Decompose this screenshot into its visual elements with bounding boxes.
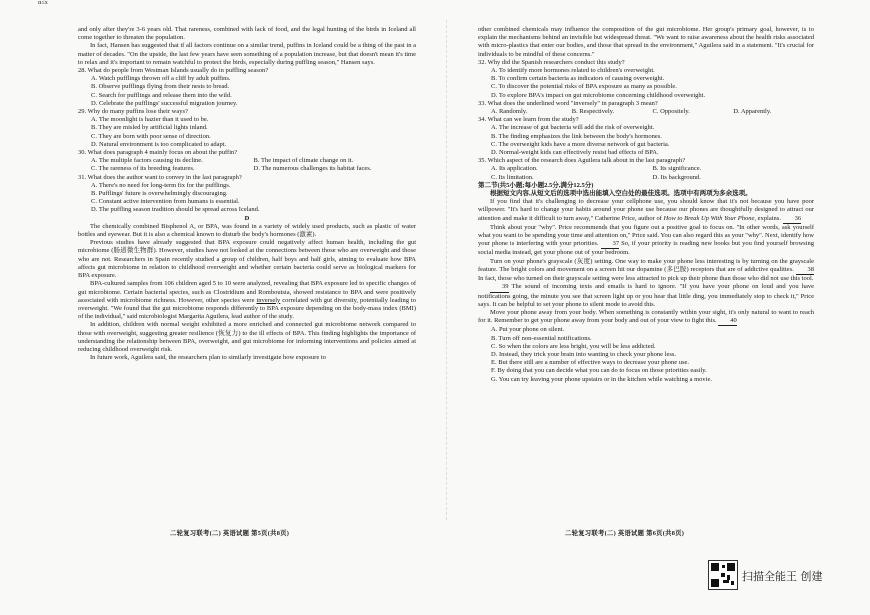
column-divider [446,20,447,520]
text: The sound of incoming texts and emails is hard to ignore. "If you have your phone on loud and you have notifications going, the minute you see that screen light up or you hear that little ding, you immediately stop to check it," Price says. It can be helpful to set your phone to silent mode to avoid this. [478,283,814,308]
cloze-option: B. Turn off non-essential notifications. [491,334,592,342]
text: Think about your "why". Price recommends that you figure out a positive goal to focus on. "In other words, ask yourself what you want to be spending your time and attention on," Price said. You can also regard this as your "why". Next, identify how your phone is interfering with your priorities. [478,223,814,248]
option-row [91,157,416,165]
paragraph: In addition, children with normal weight exhibited a more enriched and connected gut microbiome network compared to those with overweight, suggesting greater resilience (恢复力) to the ill effects of BPA. This finding highlights the importance of understanding the relationship between BPA, overweight, and gut microbiome for informing interventions and policies aimed at reducing childhood overweight risk. [78,321,416,353]
cloze-option: A. Put your phone on silent. [491,326,565,334]
option-row [491,108,814,116]
option: B. The finding emphasizes the link between the body's hormones. [491,132,662,140]
paragraph: other combined chemicals may influence the composition of the gut microbiome. Her group's primary goal, however, is to explain the mechanisms behind an invisible but widespread threat. "We want to raise awareness about the health risks associated with micro-plastics that enter our bodies, and those that spread in the environment," Aguilera said in a statement. "It's crucial for individuals to be mindful of these concerns." [478,26,814,58]
option: A. The moonlight is hazier than it used to be. [91,116,209,124]
footer-page-5: 二轮复习联考(二) 英语试题 第5页(共8页) [170,530,290,537]
text: correlated with gut diversity, potentially leading to overweight. "We found that the gut microbiome responds differently to BPA exposure depending on the body-mass index (BMI) of the individual," said microbiologist Margarita Aguilera, lead author of the study. [78,296,417,321]
paragraph: In fact, Hansen has suggested that if all factors continue on a similar trend, puffins in Iceland could be a thing of the past in a matter of decades. "On the upside, the last few years have seen something of a population increase, but that doesn't mean it's time to relax and it's important to remain watchful to protect the birds, especially during puffling season," Hansen says. [78,42,416,66]
option: B. To confirm certain bacteria as indicators of causing overweight. [491,75,665,83]
text: Move your phone away from your body. When something is constantly within your sight, it's only natural to want to reach for it. Remember to get your phone away from your body and out of your view to fight this. [478,308,814,325]
scanner-brand-label: 扫描全能王 创建 [742,570,823,583]
blank-37: 37 [601,240,620,249]
underlined-word: inversely [256,296,281,304]
right-column [478,26,814,384]
question-30: 30. What does paragraph 4 mainly focus on about the puffin? [78,149,238,157]
cloze-option: F. By doing that you can decide what you can do to focus on those priorities easily. [491,367,707,375]
paragraph [478,258,814,284]
passage-d-label: D [244,214,250,222]
option: C. To discover the potential risks of BPA exposure as many as possible. [491,83,677,91]
option: A. The multiple factors causing its decline. [91,157,203,165]
paragraph: In future work, Aguilera said, the researchers plan to similarly investigate how exposure to [90,354,326,362]
text: If you find that it's challenging to decrease your cellphone use, you should know that it's not because you have poor willpower. "It's hard to change your habits around your phone use because our phones are thoughtfully designed to attract our attention and make it difficult to turn away," Catherine Price, author of [478,198,814,222]
option: A. Its application. [491,165,538,173]
option: C. The overweight kids have a more diverse network of gut bacteria. [491,140,670,148]
left-column [78,26,416,362]
text: BPA-cultured samples from 106 children aged 5 to 10 were analyzed, revealing that BPA exposure led to specific changes of gut microbiome. Certain bacterial species, such as Clostridium and Romboutsia, showed resistance to BPA and were positively associated with microbiome richness. However, other species were [78,280,416,304]
option: D. Natural environment is too complicated to adapt. [91,140,227,148]
paragraph: and only after they're 3-6 years old. That rareness, combined with lack of food, and the legal hunting of the birds in Iceland all come together to threaten the population. [78,26,416,42]
blank-39: 39 [490,283,509,292]
option: C. Its limitation. [491,173,534,181]
question-29: 29. Why do many puffins lose their ways? [78,108,188,116]
option-row [491,165,814,173]
text: , explains. [754,214,783,222]
blank-36: 36 [783,215,802,224]
option: C. The rareness of its breeding features. [91,165,195,173]
paragraph: The chemically combined Bisphenol A, or BPA, was found in a variety of widely used products, such as plastic of water bottles and eyewear. But it is also a chemical known to disturb the body's hormones (激素). [78,222,416,239]
option: D. The puffling season tradition should be spread across Iceland. [91,206,260,214]
paragraph [478,224,814,258]
option: B. Its significance. [652,165,702,173]
blank-40: 40 [718,317,737,326]
paragraph [78,280,416,321]
option: B. The impact of climate change on it. [253,157,354,165]
text: So, if your priority is reading new books but you find yourself browsing social media instead, get your phone out of your bedroom. [478,240,814,257]
option: A. Watch pufflings thrown off a cliff by adult puffins. [91,75,231,83]
book-title: How to Break Up With Your Phone [663,214,755,222]
option: D. Its background. [652,173,701,181]
corner-mark: ɑ≤x [38,0,48,6]
option: A. To identify more hormones related to children's overweight. [491,67,655,75]
option: B. Respectively. [571,108,615,116]
option: C. Oppositely. [652,108,690,116]
question-28: 28. What do people from Westman Islands usually do in puffling season? [78,67,269,75]
option: C. They are born with poor sense of direction. [91,132,211,140]
option: B. Pufflings' future is overwhelmingly discouraging. [91,190,228,198]
footer-page-6: 二轮复习联考(二) 英语试题 第6页(共8页) [565,530,685,537]
question-31: 31. What does the author want to convey in the last paragraph? [78,173,242,181]
question-35: 35. Which aspect of the research does Aguilera talk about in the last paragraph? [478,157,686,165]
cloze-option: C. So when the colors are less bright, you will be less addicted. [491,342,656,350]
option: B. Observe pufflings flying from their nests to bread. [91,83,230,91]
blank-38: 38 [796,266,815,275]
cloze-option: D. Instead, they trick your brain into wanting to check your phone less. [491,350,677,358]
option: C. Constant active intervention from humans is essential. [91,198,240,206]
option: A. There's no need for long-term fix for the pufflings. [91,181,231,189]
option: D. Normal-weight kids can effectively resist bad effects of BPA. [491,149,659,157]
text: In fact, those who turned on their grayscale setting were less attracted to pick up their phone than those who did not use this tool. [478,275,814,283]
option: D. To explore BPA's impact on gut microbiome concerning childhood overweight. [491,91,706,99]
cloze-option: E. But there still are a number of effective ways to decrease your phone use. [491,359,690,367]
option: C. Search for pufflings and release them into the wild. [91,91,232,99]
section-instructions: 根据短文内容,从短文后的选项中选出能填入空白处的最佳选项。选项中有两项为多余选项。 [490,190,752,198]
option-row [91,165,416,173]
option: A. Randomly. [491,108,528,116]
option: D. Apparently. [733,108,772,116]
option: D. Celebrate the pufflings' successful migration journey. [91,99,238,107]
qr-code-icon [708,560,738,590]
paragraph: Previous studies have already suggested that BPA exposure could negatively affect human health, including the gut microbiome (肠道微生物群). However, studies have not looked at the connections between those who are overweight and those who are not. Researchers in Spain recently studied a group of children, half boys and half girls, aiming to evaluate how BPA affects gut microbiome in relation to childhood overweight and whether certain bacteria could serve as biological markers for BPA exposure. [78,239,416,280]
question-34: 34. What can we learn from the study? [478,116,579,124]
option: A. The increase of gut bacteria will add the risk of overweight. [491,124,655,132]
section-title: 第二节(共5小题;每小题2.5分,满分12.5分) [478,181,594,189]
option: D. The numerous challenges its habitat faces. [253,165,372,173]
paragraph [478,283,814,309]
question-33: 33. What does the underlined word "inversely" in paragraph 3 mean? [478,99,658,107]
cloze-option: G. You can try leaving your phone upstairs or in the kitchen while watching a movie. [491,375,712,383]
option: B. They are misled by artificial lights inland. [91,124,208,132]
paragraph [478,198,814,224]
text: Turn on your phone's grayscale (灰度) setting. One way to make your phone less interesting is by turning on the grayscale feature. The bright colors and movement on a screen hit our dopamine (多巴胺) receptors that are of addictive qualities. [478,257,814,273]
paragraph [478,309,814,326]
question-32: 32. Why did the Spanish researchers conduct this study? [478,58,625,66]
option-row [491,174,814,182]
